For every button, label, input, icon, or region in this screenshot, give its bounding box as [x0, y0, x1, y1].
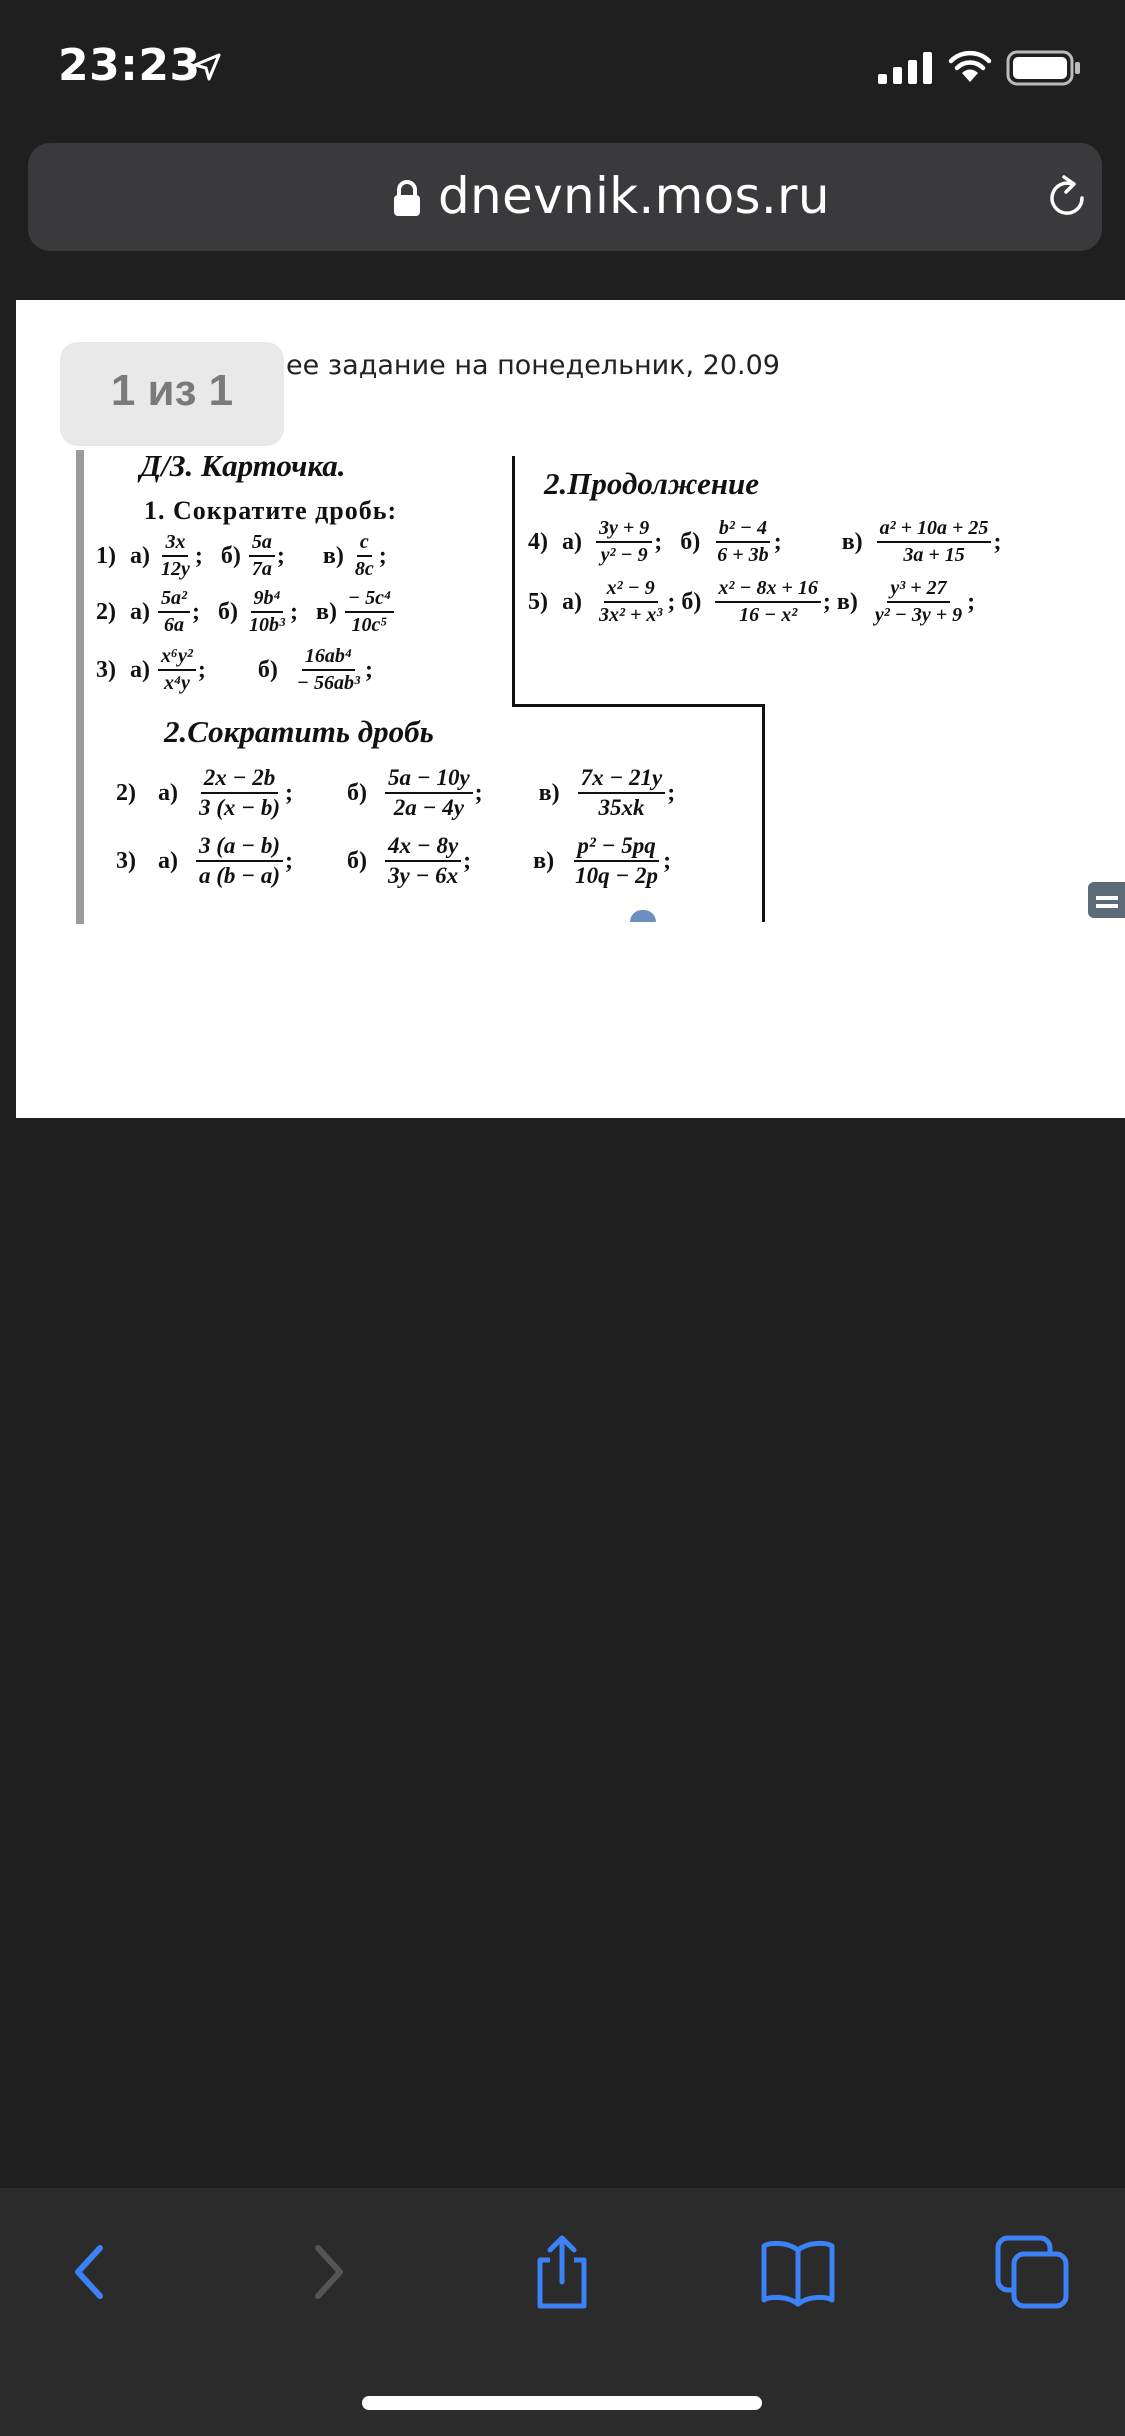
row-number: 5): [528, 588, 548, 615]
battery-icon: [1006, 50, 1082, 86]
fraction: $\frac{\text{p² − 5pq}}{10q - 2p}$: [575, 833, 659, 889]
fraction: $\frac{\text{x⁶y²}}{\text{x⁴y}}$: [158, 646, 196, 694]
image-fragment: [630, 910, 656, 922]
fraction: $\frac{4x - 8y}{3y - 6x}$: [385, 834, 461, 888]
exercise-row-1: 1) а) $\frac{3x}{12y}$ ; б) $\frac{5a}{7a}$ ; в) $\frac{c}{8c}$ ;: [96, 531, 387, 580]
fraction: $\frac{2x - 2b}{3 (x - b)}$: [199, 765, 281, 821]
label-a: а): [562, 528, 582, 555]
page-indicator-label: 1 из 1: [110, 366, 234, 415]
document-page: [16, 300, 1125, 1118]
exercise-row-5: 5) а) $\frac{\text{x² − 9}}{\text{3x² + x³}}$ ; б) $\frac{\text{x² − 8x + 16}}{\text{16 − x²}}$ ; в) $\frac{\text{y³ + 27}}{\text{y² − 3y + 9}}$ ;: [528, 577, 976, 626]
label-b: б): [681, 588, 702, 615]
status-bar: [0, 0, 1125, 140]
bookmarks-icon[interactable]: [756, 2230, 840, 2314]
fraction: $\frac{3y + 9}{\text{y² − 9}}$: [596, 518, 652, 566]
document-heading: ее задание на понедельник, 20.09: [286, 350, 780, 381]
row-number: 3): [96, 656, 116, 683]
row-number: 2): [96, 598, 116, 625]
fraction: $\frac{\text{x² − 9}}{\text{3x² + x³}}$: [599, 577, 663, 626]
side-panel-handle-icon[interactable]: [1088, 882, 1125, 918]
home-indicator[interactable]: [362, 2396, 762, 2410]
left-margin-rule: [76, 450, 84, 924]
label-v: в): [538, 779, 560, 806]
divider-vertical: [512, 456, 515, 706]
exercise-row-4: 4) а) $\frac{3y + 9}{\text{y² − 9}}$ ; б) $\frac{\text{b² − 4}}{6 + 3b}$ ; в) $\frac{\text{a² + 10a + 25}}{3a + 15}$ ;: [528, 517, 1002, 566]
label-v: в): [322, 542, 344, 569]
task1-title: 1. Сократите дробь:: [144, 496, 398, 525]
label-v: в): [841, 528, 863, 555]
label-b: б): [680, 528, 701, 555]
exercise-row-3: 3) а) $\frac{\text{x⁶y²}}{\text{x⁴y}}$ ; б) $\frac{\text{16ab⁴}}{\text{− 56ab³}}$ ;: [96, 645, 373, 694]
address-bar[interactable]: [28, 143, 1102, 251]
fraction: $\frac{c}{8c}$: [354, 531, 374, 580]
fraction: $\frac{\text{x² − 8x + 16}}{\text{16 − x²}}$: [715, 578, 821, 626]
label-b: б): [347, 779, 368, 806]
lock-icon: [392, 179, 422, 217]
fraction: $\frac{\text{a² + 10a + 25}}{3a + 15}$: [877, 518, 992, 566]
label-v: в): [836, 588, 858, 615]
row-number: 4): [528, 528, 548, 555]
tabs-icon[interactable]: [990, 2230, 1074, 2314]
fraction: $\frac{\text{16ab⁴}}{\text{− 56ab³}}$: [296, 645, 360, 694]
label-b: б): [218, 598, 238, 625]
divider-horizontal: [512, 704, 764, 707]
label-b: б): [257, 656, 278, 683]
forward-icon[interactable]: [286, 2230, 370, 2314]
exercise-row-7: 3) а) $\frac{3 (a - b)}{a (b - a)}$ ; б) $\frac{4x - 8y}{3y - 6x}$ ; в) $\frac{\text{p² − 5pq}}{10q - 2p}$ ;: [116, 833, 672, 889]
section2-title: 2.Продолжение: [544, 466, 760, 501]
divider-vertical-right: [762, 704, 765, 922]
label-b: б): [347, 847, 368, 874]
fraction: $\frac{5a - 10y}{2a - 4y}$: [385, 766, 473, 820]
fraction: $\frac{\text{b² − 4}}{6 + 3b}$: [717, 517, 769, 566]
row-number: 1): [96, 542, 116, 569]
page-indicator: [60, 342, 284, 446]
url-domain[interactable]: dnevnik.mos.ru: [438, 167, 830, 225]
exercise-row-6: 2) а) $\frac{2x - 2b}{3 (x - b)}$ ; б) $\frac{5a - 10y}{2a - 4y}$ ; в) $\frac{7x - 21y}{35xk}$ ;: [116, 765, 676, 821]
status-time: 23:23: [58, 40, 201, 91]
fraction: $\frac{5a}{7a}$: [249, 532, 275, 580]
fraction: $\frac{\text{5a²}}{6a}$: [158, 588, 190, 636]
back-icon[interactable]: [48, 2230, 132, 2314]
fraction: $\frac{3 (a - b)}{a (b - a)}$: [196, 834, 283, 888]
fraction: $\frac{\text{− 5c⁴}}{\text{10c⁵}}$: [345, 588, 394, 636]
reload-icon[interactable]: [1042, 173, 1092, 223]
label-a: а): [562, 588, 582, 615]
row-number: 2): [116, 779, 136, 806]
fraction: $\frac{\text{9b⁴}}{\text{10b³}}$: [249, 587, 285, 636]
label-a: а): [130, 542, 150, 569]
card-title: Д/З. Карточка.: [140, 448, 346, 483]
cellular-signal-icon: [878, 52, 936, 84]
label-a: а): [130, 656, 150, 683]
label-a: а): [158, 847, 178, 874]
fraction: $\frac{3x}{12y}$: [161, 531, 190, 580]
label-a: а): [158, 779, 178, 806]
exercise-row-2: 2) а) $\frac{\text{5a²}}{6a}$ ; б) $\frac{\text{9b⁴}}{\text{10b³}}$ ; в) $\frac{\text{− 5c⁴}}{\text{10c⁵}}$: [96, 588, 396, 636]
wifi-icon: [948, 50, 992, 84]
label-a: а): [130, 598, 150, 625]
location-arrow-icon: [192, 52, 222, 82]
row-number: 3): [116, 847, 136, 874]
share-icon[interactable]: [520, 2230, 604, 2314]
label-v: в): [533, 847, 555, 874]
fraction: $\frac{7x - 21y}{35xk}$: [578, 766, 666, 820]
fraction: $\frac{\text{y³ + 27}}{\text{y² − 3y + 9}}$: [874, 577, 963, 626]
label-v: в): [316, 598, 337, 625]
section3-title: 2.Сократить дробь: [164, 714, 434, 749]
label-b: б): [220, 542, 241, 569]
